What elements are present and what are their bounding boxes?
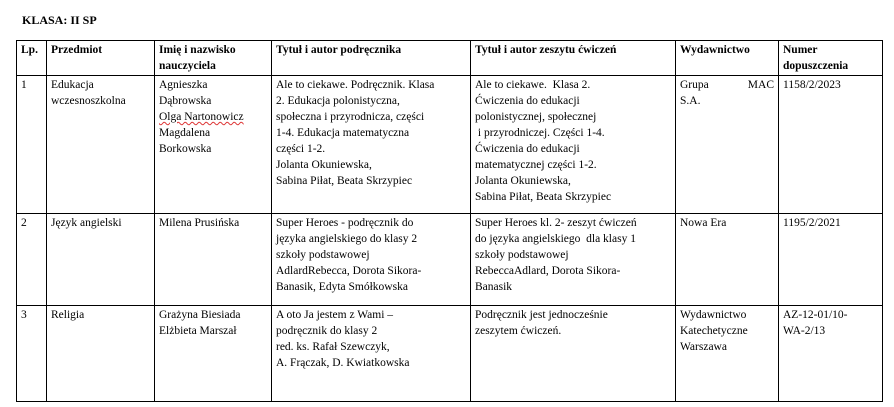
header-approval-number: Numer dopuszczenia <box>779 41 883 76</box>
class-label: KLASA: II SP <box>22 13 97 27</box>
cell-lp: 2 <box>17 214 47 306</box>
cell-publisher: Grupa MAC S.A. <box>676 76 779 214</box>
textbook-list-table <box>16 40 883 402</box>
header-teacher: Imię i nazwisko nauczyciela <box>155 41 272 76</box>
header-workbook: Tytuł i autor zeszytu ćwiczeń <box>471 41 676 76</box>
cell-teacher: Agnieszka Dąbrowska Olga Nartonowicz Magdalena Borkowska <box>155 76 272 214</box>
table-row <box>17 76 883 214</box>
cell-subject: Edukacja wczesnoszkolna <box>47 76 155 214</box>
cell-approval-number: 1195/2/2021 <box>779 214 883 306</box>
header-row <box>17 41 883 76</box>
cell-publisher: Wydawnictwo Katechetyczne Warszawa <box>676 306 779 402</box>
cell-textbook: Super Heroes - podręcznik do języka angielskiego do klasy 2 szkoły podstawowej AdlardRebecca, Dorota Sikora- Banasik, Edyta Smółkowska <box>272 214 471 306</box>
cell-lp: 1 <box>17 76 47 214</box>
header-lp: Lp. <box>17 41 47 76</box>
cell-approval-number: 1158/2/2023 <box>779 76 883 214</box>
cell-textbook: Ale to ciekawe. Podręcznik. Klasa 2. Edukacja polonistyczna, społeczna i przyrodnicza, części 1-4. Edukacja matematyczna części 1-2. Jolanta Okuniewska, Sabina Piłat, Beata Skrzypiec <box>272 76 471 214</box>
cell-subject: Religia <box>47 306 155 402</box>
header-publisher: Wydawnictwo <box>676 41 779 76</box>
header-textbook: Tytuł i autor podręcznika <box>272 41 471 76</box>
cell-textbook: A oto Ja jestem z Wami – podręcznik do klasy 2 red. ks. Rafał Szewczyk, A. Frączak, D. Kwiatkowska <box>272 306 471 402</box>
header-subject: Przedmiot <box>47 41 155 76</box>
cell-lp: 3 <box>17 306 47 402</box>
cell-publisher: Nowa Era <box>676 214 779 306</box>
cell-teacher: Grażyna Biesiada Elżbieta Marszał <box>155 306 272 402</box>
cell-subject: Język angielski <box>47 214 155 306</box>
cell-workbook: Podręcznik jest jednocześnie zeszytem ćwiczeń. <box>471 306 676 402</box>
cell-workbook: Ale to ciekawe. Klasa 2. Ćwiczenia do edukacji polonistycznej, społecznej i przyrodniczej. Części 1-4. Ćwiczenia do edukacji matematycznej części 1-2. Jolanta Okuniewska, Sabina Piłat, Beata Skrzypiec <box>471 76 676 214</box>
table-row <box>17 306 883 402</box>
cell-workbook: Super Heroes kl. 2- zeszyt ćwiczeń do języka angielskiego dla klasy 1 szkoły podstawowej RebeccaAdlard, Dorota Sikora- Banasik <box>471 214 676 306</box>
cell-approval-number: AZ-12-01/10- WA-2/13 <box>779 306 883 402</box>
cell-teacher: Milena Prusińska <box>155 214 272 306</box>
table-row <box>17 214 883 306</box>
